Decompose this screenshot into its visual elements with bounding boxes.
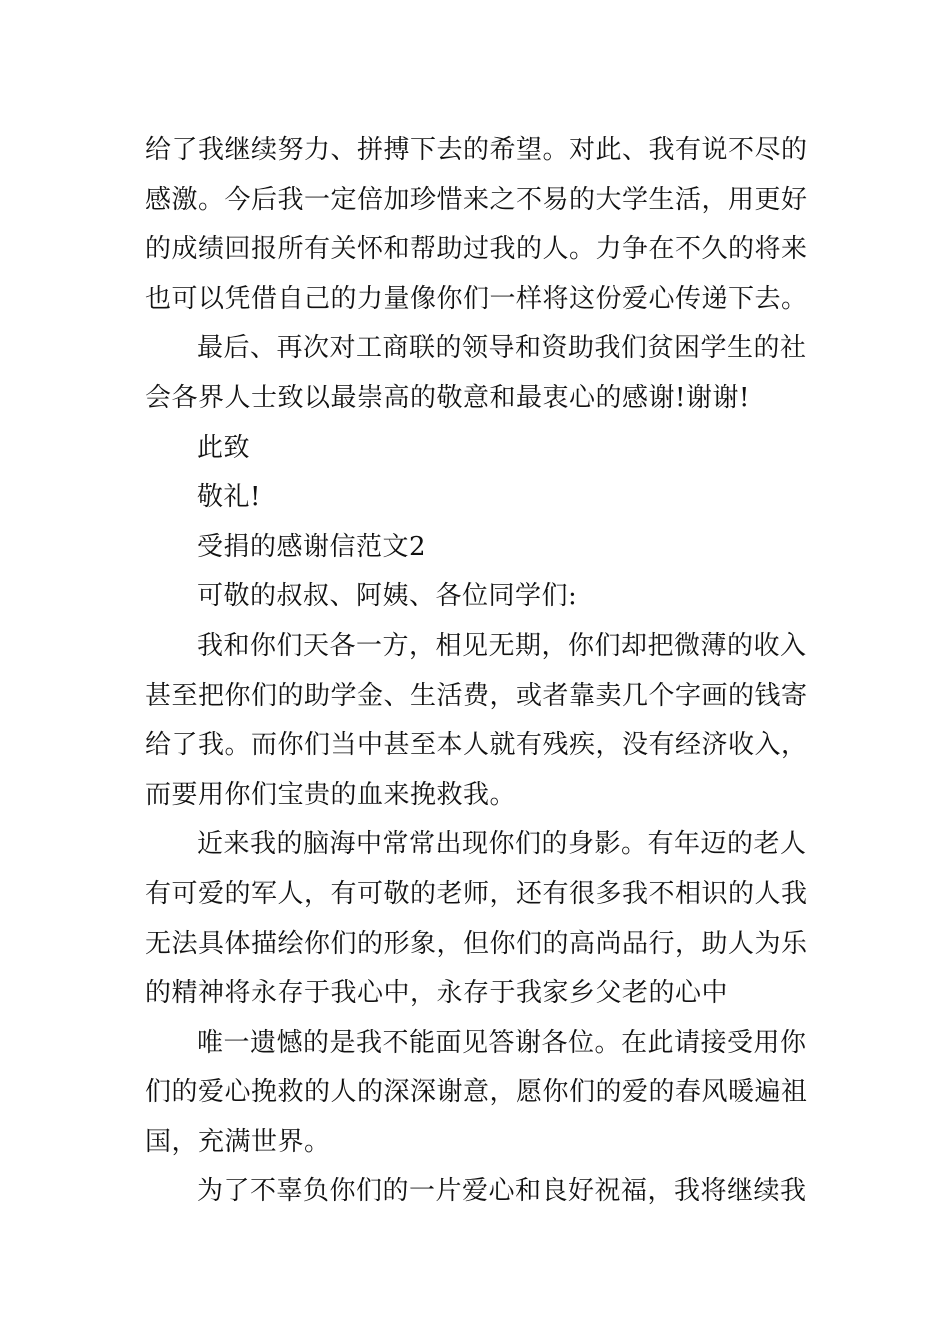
text-line: 国，充满世界。 xyxy=(145,1126,331,1157)
closing-salutation: 此致 xyxy=(197,432,251,463)
paragraph-first-line: 我和你们天各一方，相见无期，你们却把微薄的收入 xyxy=(197,630,807,661)
paragraph-first-line: 最后、再次对工商联的领导和资助我们贫困学生的社 xyxy=(197,333,807,364)
text-line: 而要用你们宝贵的血来挽救我。 xyxy=(145,779,517,810)
text-line: 也可以凭借自己的力量像你们一样将这份爱心传递下去。 xyxy=(145,283,808,314)
text-line: 感激。今后我一定倍加珍惜来之不易的大学生活，用更好 xyxy=(145,184,808,215)
letter-greeting: 可敬的叔叔、阿姨、各位同学们: xyxy=(197,581,578,612)
text-line: 的成绩回报所有关怀和帮助过我的人。力争在不久的将来 xyxy=(145,234,808,265)
text-line: 甚至把你们的助学金、生活费，或者靠卖几个字画的钱寄 xyxy=(145,680,808,711)
paragraph-first-line: 为了不辜负你们的一片爱心和良好祝福，我将继续我 xyxy=(197,1176,807,1207)
closing-regards: 敬礼! xyxy=(197,482,261,513)
text-line: 无法具体描绘你们的形象，但你们的高尚品行，助人为乐 xyxy=(145,928,808,959)
text-line: 有可爱的军人，有可敬的老师，还有很多我不相识的人我 xyxy=(145,878,808,909)
text-line: 给了我。而你们当中甚至本人就有残疾，没有经济收入， xyxy=(145,730,808,761)
section-title: 受捐的感谢信范文2 xyxy=(197,531,427,562)
paragraph-first-line: 近来我的脑海中常常出现你们的身影。有年迈的老人 xyxy=(197,829,807,860)
text-line: 的精神将永存于我心中，永存于我家乡父老的心中 xyxy=(145,978,729,1009)
text-line: 会各界人士致以最崇高的敬意和最衷心的感谢!谢谢! xyxy=(145,382,750,413)
document-body xyxy=(145,126,810,1217)
text-line: 给了我继续努力、拼搏下去的希望。对此、我有说不尽的 xyxy=(145,135,808,165)
paragraph-first-line: 唯一遗憾的是我不能面见答谢各位。在此请接受用你 xyxy=(197,1027,807,1058)
text-line: 们的爱心挽救的人的深深谢意，愿你们的爱的春风暖遍祖 xyxy=(145,1077,808,1108)
